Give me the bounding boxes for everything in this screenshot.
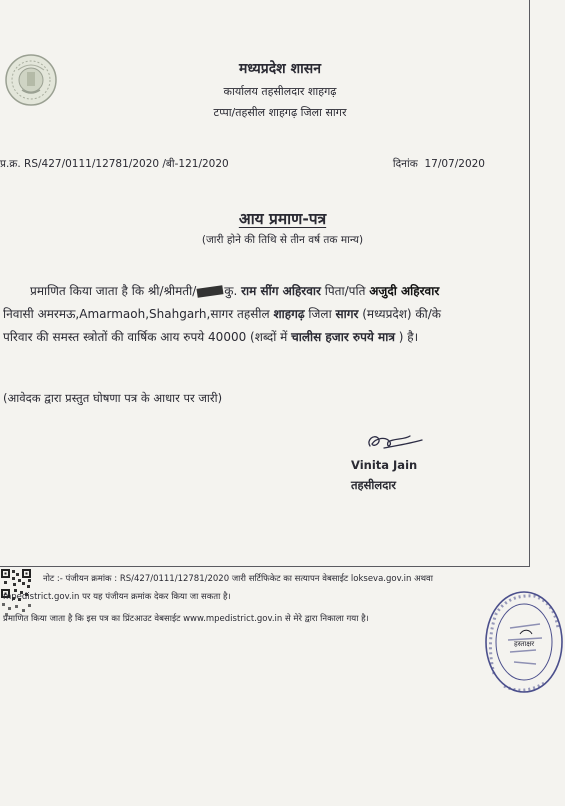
reference-number: प्र.क्र. RS/427/0111/12781/2020 /बी-121/2020 xyxy=(0,158,229,170)
date-value: 17/07/2020 xyxy=(424,158,485,170)
certificate-title: आय प्रमाण-पत्र xyxy=(238,210,327,228)
government-heading: मध्यप्रदेश शासन xyxy=(239,61,321,77)
village-name: Amarmaoh,Shahgarh, xyxy=(79,307,211,321)
relation-label: पिता/पति xyxy=(324,284,366,298)
office-heading: कार्यालय तहसीलदार शाहगढ़ xyxy=(223,85,337,98)
zila-label: जिला xyxy=(308,307,332,321)
footer-note-line-1: नोट :- पंजीयन क्रमांक : RS/427/0111/12781/2020 जारी सर्टिफिकेट का सत्यापन वेबसाईट lokseva.gov.in अथवा xyxy=(43,574,433,584)
district-tehsil-label: सागर तहसील xyxy=(210,307,270,321)
tappa-tehsil-heading: टप्पा/तहसील शाहगढ़ जिला सागर xyxy=(213,106,347,119)
signatory-designation: तहसीलदार xyxy=(351,478,396,492)
footer-note-line-2: mpedistrict.gov.in पर यह पंजीयन क्रमांक देकर किया जा सकता है। xyxy=(3,592,231,602)
body-line-1 xyxy=(30,282,439,299)
father-name: अजुदी अहिरवार xyxy=(369,284,440,298)
mp-government-emblem-icon xyxy=(4,52,58,108)
income-suffix: ) है। xyxy=(398,330,419,344)
stamp-sign-label: हस्ताक्षर xyxy=(514,640,535,648)
signatory-name: Vinita Jain xyxy=(351,458,418,472)
tehsil-name: शाहगढ़ xyxy=(273,307,305,321)
certificate-validity: (जारी होने की तिथि से तीन वर्ष तक मान्य) xyxy=(201,234,364,246)
income-prefix: परिवार की समस्त स्त्रोतों की वार्षिक आय रुपये 40000 (शब्दों में xyxy=(3,330,288,344)
kiosk-stamp xyxy=(474,584,564,702)
district-name: सागर xyxy=(335,307,359,321)
footer-note-line-3: प्रमाणित किया जाता है कि इस पत्र का प्रिंटआउट वेबसाईट www.mpedistrict.gov.in से मेरे द्वारा निकाला गया है। xyxy=(3,614,369,624)
certify-prefix: प्रमाणित किया जाता है कि श्री/श्रीमती/ xyxy=(30,284,197,298)
handwritten-signature xyxy=(364,428,424,454)
declaration-note: (आवेदक द्वारा प्रस्तुत घोषणा पत्र के आधार पर जारी) xyxy=(3,391,223,405)
body-line-2 xyxy=(3,305,441,322)
ku-prefix: कु. xyxy=(224,284,238,298)
redaction-mark xyxy=(197,285,224,298)
date-label: दिनांक xyxy=(392,158,418,170)
resident-label: निवासी अमरमऊ, xyxy=(3,307,80,321)
body-line-3 xyxy=(3,328,418,345)
issue-date xyxy=(393,157,485,171)
holder-name: राम सींग अहिरवार xyxy=(241,284,321,298)
income-in-words: चालीस हजार रुपये मात्र xyxy=(291,330,395,344)
state-name: (मध्यप्रदेश) की/के xyxy=(362,307,442,321)
